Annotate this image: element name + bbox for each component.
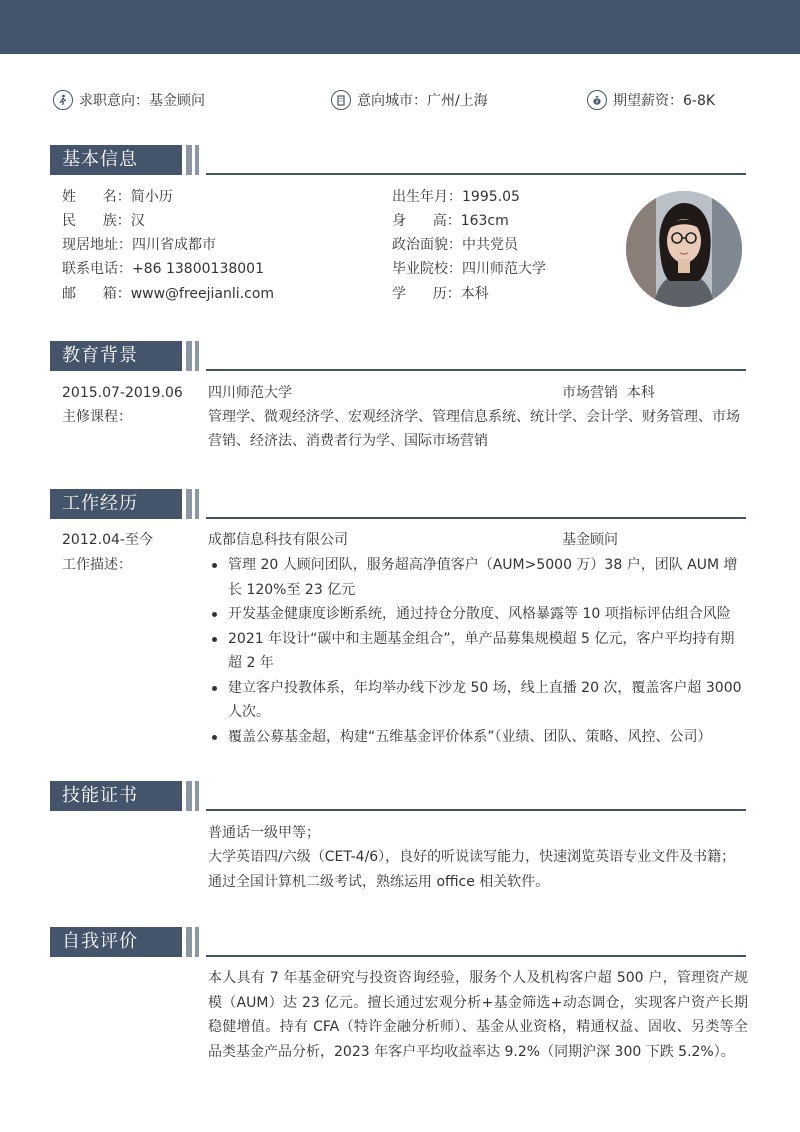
info-political: 政治面貌：中共党员 — [392, 237, 518, 253]
person-walking-icon — [53, 90, 73, 110]
section-stripe — [186, 781, 192, 811]
info-degree: 学 历：本科 — [392, 286, 489, 302]
section-stripe — [186, 927, 192, 957]
section-divider — [206, 173, 746, 175]
header-bar — [0, 0, 800, 54]
city-intent — [331, 89, 488, 111]
section-stripe — [195, 489, 199, 519]
section-divider — [206, 369, 746, 371]
job-intent-text: 求职意向：基金顾问 — [79, 93, 205, 109]
building-icon — [331, 90, 351, 110]
work-duties — [208, 553, 748, 749]
section-stripe — [195, 341, 199, 371]
section-divider — [206, 517, 746, 519]
list-item: 管理 20 人顾问团队，服务超高净值客户（AUM>5000 万）38 户，团队 AUM 增长 120%至 23 亿元 — [208, 553, 748, 602]
section-skills — [50, 781, 746, 811]
info-name: 姓 名：简小历 — [62, 189, 173, 205]
section-stripe — [186, 145, 192, 175]
edu-courses-label: 主修课程： — [62, 409, 132, 425]
section-divider — [206, 955, 746, 957]
section-self-evaluation — [50, 927, 746, 957]
skill-line: 通过全国计算机二级考试，熟练运用 office 相关软件。 — [208, 874, 550, 890]
money-bag-icon — [587, 90, 607, 110]
edu-major: 市场营销 本科 — [562, 385, 655, 401]
section-stripe — [195, 927, 199, 957]
edu-courses-line2: 营销、经济法、消费者行为学、国际市场营销 — [208, 433, 488, 449]
info-address: 现居地址：四川省成都市 — [62, 237, 216, 253]
info-ethnicity: 民 族：汉 — [62, 213, 145, 229]
section-title: 自我评价 — [50, 927, 182, 957]
skill-line: 普通话一级甲等； — [208, 825, 320, 841]
job-intent — [53, 89, 205, 111]
work-desc-label: 工作描述： — [62, 557, 132, 573]
info-birth: 出生年月：1995.05 — [392, 189, 520, 205]
edu-period: 2015.07-2019.06 — [62, 385, 183, 401]
work-period: 2012.04-至今 — [62, 532, 153, 548]
edu-courses-line1: 管理学、微观经济学、宏观经济学、管理信息系统、统计学、会计学、财务管理、市场 — [208, 409, 740, 425]
section-basic-info — [50, 145, 746, 175]
info-phone: 联系电话：+86 13800138001 — [62, 261, 264, 277]
skill-line: 大学英语四/六级（CET-4/6），良好的听说读写能力，快速浏览英语专业文件及书籍； — [208, 849, 736, 865]
self-evaluation-text: 本人具有 7 年基金研究与投资咨询经验，服务个人及机构客户超 500 户，管理资产规模（AUM）达 23 亿元。擅长通过宏观分析+基金筛选+动态调仓，实现客户资产长期稳健增值。持有 CFA（特许金融分析师）、基金从业资格，精通权益、固收、另类等全品类基金产品分析，2023 年客户平均收益率达 9.2%（同期沪深 300 下跌 5.2%）。 — [208, 970, 748, 1060]
section-stripe — [186, 489, 192, 519]
city-intent-text: 意向城市：广州/上海 — [357, 93, 488, 109]
section-stripe — [195, 781, 199, 811]
svg-text:¥: ¥ — [595, 99, 599, 106]
work-position: 基金顾问 — [562, 532, 618, 548]
salary-intent — [587, 89, 715, 111]
info-school: 毕业院校：四川师范大学 — [392, 261, 546, 277]
edu-school: 四川师范大学 — [208, 385, 292, 401]
list-item: 开发基金健康度诊断系统，通过持仓分散度、风格暴露等 10 项指标评估组合风险 — [208, 602, 748, 627]
info-height: 身 高：163cm — [392, 213, 509, 229]
section-title: 工作经历 — [50, 489, 182, 519]
section-title: 教育背景 — [50, 341, 182, 371]
section-divider — [206, 809, 746, 811]
list-item: 建立客户投教体系，年均举办线下沙龙 50 场，线上直播 20 次，覆盖客户超 3000 人次。 — [208, 676, 748, 725]
section-title: 基本信息 — [50, 145, 182, 175]
section-stripe — [186, 341, 192, 371]
section-stripe — [195, 145, 199, 175]
section-work — [50, 489, 746, 519]
list-item: 覆盖公募基金超，构建“五维基金评价体系”（业绩、团队、策略、风控、公司） — [208, 725, 748, 750]
work-company: 成都信息科技有限公司 — [208, 532, 348, 548]
section-education — [50, 341, 746, 371]
section-title: 技能证书 — [50, 781, 182, 811]
salary-intent-text: 期望薪资：6-8K — [613, 93, 716, 109]
avatar — [626, 191, 742, 307]
list-item: 2021 年设计“碳中和主题基金组合”，单产品募集规模超 5 亿元，客户平均持有期超 2 年 — [208, 627, 748, 676]
info-email: 邮 箱：www@freejianli.com — [62, 286, 275, 302]
